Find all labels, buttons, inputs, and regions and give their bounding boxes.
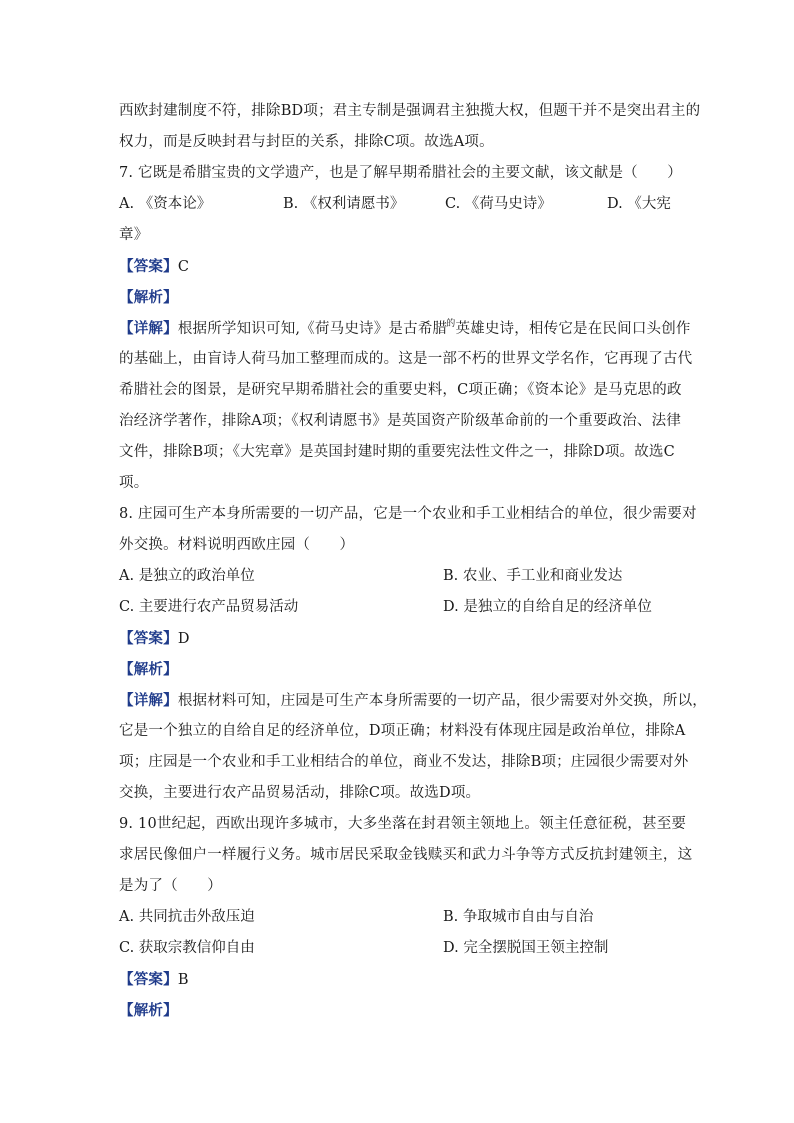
option-b: B. 农业、手工业和商业发达 <box>443 568 623 584</box>
option-c: C. 获取宗教信仰自由 <box>119 940 255 956</box>
answer-tag: 【答案】 <box>119 971 178 988</box>
option-b: B. 《权利请愿书》 <box>283 196 405 212</box>
option-a: A. 《资本论》 <box>119 196 212 212</box>
option-d: D. 是独立的自给自足的经济单位 <box>443 599 652 615</box>
option-b: B. 争取城市自由与自治 <box>443 909 594 925</box>
detail-tag: 【详解】 <box>119 320 178 337</box>
option-a: A. 是独立的政治单位 <box>119 568 255 584</box>
detail-line: 【详解】根据材料可知，庄园是可生产本身所需要的一切产品，很少需要对外交换，所以， <box>119 692 708 709</box>
detail-line: 交换，主要进行农产品贸易活动，排除C项。故选D项。 <box>119 785 481 801</box>
question-9-options <box>119 902 679 933</box>
question-7-stem: 7. 它既是希腊宝贵的文学遗产，也是了解早期希腊社会的主要文献，该文献是（ ） <box>119 165 682 181</box>
answer-line <box>119 964 679 995</box>
analysis-line <box>119 654 679 685</box>
detail-line: 项；庄园是一个农业和手工业相结合的单位，商业不发达，排除B项；庄园很少需要对外 <box>119 754 689 770</box>
question-7-options <box>119 189 679 220</box>
option-d-continued: 章》 <box>119 227 149 243</box>
analysis-line <box>119 282 679 313</box>
analysis-tag: 【解析】 <box>119 661 178 678</box>
superscript-char: 的 <box>446 319 456 329</box>
option-c: C. 《荷马史诗》 <box>445 196 552 212</box>
analysis-tag: 【解析】 <box>119 1002 178 1019</box>
answer-value: D <box>177 631 190 647</box>
answer-line <box>119 251 679 282</box>
question-9-stem: 是为了（ ） <box>119 878 222 894</box>
question-8-stem: 外交换。材料说明西欧庄园（ ） <box>119 537 355 553</box>
option-d: D. 完全摆脱国王领主控制 <box>443 940 609 956</box>
detail-tag: 【详解】 <box>119 692 178 709</box>
intro-line: 西欧封建制度不符，排除BD项；君主专制是强调君主独揽大权，但题干并不是突出君主的 <box>119 103 701 119</box>
question-9-stem: 9. 10世纪起，西欧出现许多城市，大多坐落在封君领主领地上。领主任意征税，甚至要 <box>119 816 687 832</box>
detail-line: 治经济学著作，排除A项；《权利请愿书》是英国资产阶级革命前的一个重要政治、法律 <box>119 413 682 429</box>
detail-line: 希腊社会的图景，是研究早期希腊社会的重要史料，C项正确；《资本论》是马克思的政 <box>119 382 682 398</box>
detail-line: 【详解】根据所学知识可知,《荷马史诗》是古希腊$^的$英雄史诗，相传它是在民间口头创作 <box>119 319 691 337</box>
answer-value: C <box>177 259 190 275</box>
detail-line: 的基础上，由盲诗人荷马加工整理而成的。这是一部不朽的世界文学名作，它再现了古代 <box>119 351 693 367</box>
question-8-options <box>119 592 679 623</box>
detail-line: 项。 <box>119 475 149 491</box>
option-a: A. 共同抗击外敌压迫 <box>119 909 255 925</box>
intro-line: 权力，而是反映封君与封臣的关系，排除C项。故选A项。 <box>119 134 494 150</box>
option-d: D. 《大宪 <box>607 196 671 212</box>
document-page <box>119 96 708 1026</box>
answer-tag: 【答案】 <box>119 258 178 275</box>
question-9-stem: 求居民像佃户一样履行义务。城市居民采取金钱赎买和武力斗争等方式反抗封建领主，这 <box>119 847 693 863</box>
analysis-line <box>119 995 679 1026</box>
answer-value: B <box>177 972 189 988</box>
detail-line: 文件，排除B项；《大宪章》是英国封建时期的重要宪法性文件之一，排除D项。故选C <box>119 444 675 460</box>
option-c: C. 主要进行农产品贸易活动 <box>119 599 299 615</box>
detail-line: 它是一个独立的自给自足的经济单位，D项正确；材料没有体现庄园是政治单位，排除A <box>119 723 686 739</box>
analysis-tag: 【解析】 <box>119 289 178 306</box>
question-9-options <box>119 933 679 964</box>
question-8-options <box>119 561 679 592</box>
answer-line <box>119 623 679 654</box>
answer-tag: 【答案】 <box>119 630 178 647</box>
question-8-stem: 8. 庄园可生产本身所需要的一切产品，它是一个农业和手工业相结合的单位，很少需要对 <box>119 506 697 522</box>
